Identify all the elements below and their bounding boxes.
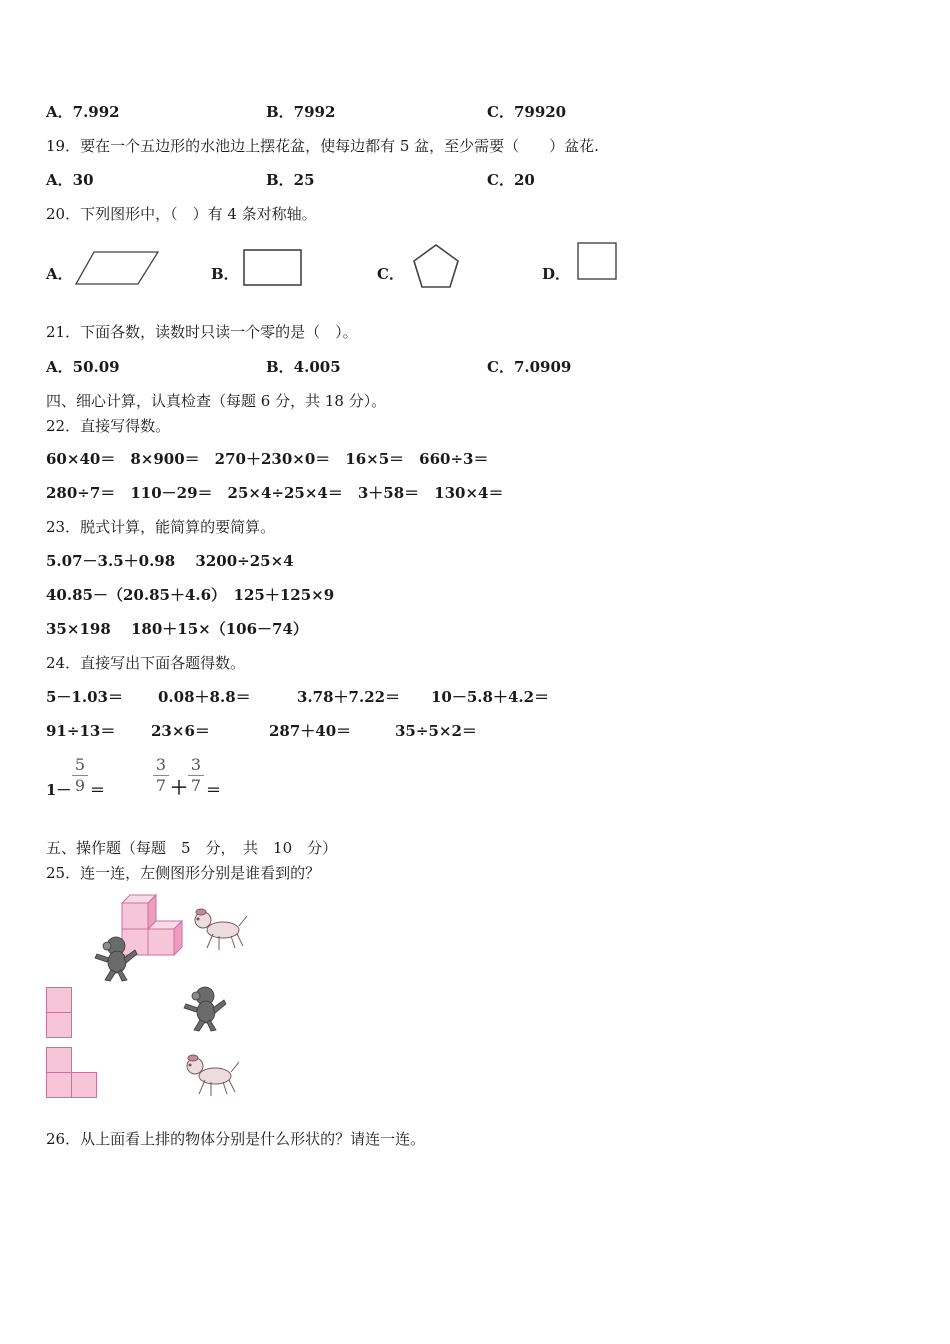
q24-item: 10－5.8＋4.2＝ [431,688,550,706]
dog-icon[interactable] [181,1052,241,1098]
view-l-shape-squares[interactable] [46,1047,100,1101]
fraction-denominator: 7 [190,776,202,795]
q20-option-b[interactable]: B． [211,265,239,283]
q23-row-2: 40.85－（20.85＋4.6） 125＋125×9 [46,586,335,604]
q19-option-a[interactable]: A．30 [46,171,94,189]
square-icon [576,241,620,283]
view-two-stacked-squares[interactable] [46,987,74,1039]
fraction-denominator: 7 [155,776,167,795]
q23-text: 23．脱式计算，能简算的要简算。 [46,518,276,536]
fraction-numerator: 5 [74,755,86,774]
q20-option-c[interactable]: C． [377,265,404,283]
plus-sign: ＋ [170,778,188,799]
q20-text: 20．下列图形中，（ ）有 4 条对称轴。 [46,205,317,223]
q23-row-3: 35×198 180＋15×（106－74） [46,620,308,638]
q18-option-b[interactable]: B．7992 [266,103,336,121]
q18-option-c[interactable]: C．79920 [487,103,567,121]
q26-text: 26．从上面看上排的物体分别是什么形状的？请连一连。 [46,1130,426,1148]
fraction-denominator: 9 [74,776,86,795]
parallelogram-icon [74,250,160,288]
q24-text: 24．直接写出下面各题得数。 [46,654,246,672]
q22-text: 22．直接写得数。 [46,417,171,435]
section-5-heading: 五、操作题（每题 5 分， 共 10 分） [46,839,338,857]
fraction-3-7-a [153,756,169,795]
q24-item: 287＋40＝ [269,722,352,740]
q24-item: 91÷13＝ [46,722,116,740]
rectangle-icon [242,248,304,288]
fraction-expr-1-equals: ＝ [90,781,106,799]
fraction-numerator: 3 [155,755,167,774]
fraction-numerator: 3 [190,755,202,774]
q21-option-a[interactable]: A．50.09 [46,358,120,376]
q20-option-d[interactable]: D． [542,265,571,283]
fraction-3-7-b [188,756,204,795]
q18-option-a[interactable]: A．7.992 [46,103,120,121]
fraction-expr-1-lead: 1－ [46,781,72,799]
q21-text: 21．下面各数，读数时只读一个零的是（ ）。 [46,323,358,341]
q21-option-c[interactable]: C．7.0909 [487,358,572,376]
section-4-heading: 四、细心计算，认真检查（每题 6 分，共 18 分）。 [46,392,387,410]
monkey-icon[interactable] [182,984,228,1032]
q21-option-b[interactable]: B．4.005 [266,358,341,376]
fraction-5-9 [72,756,88,795]
pentagon-icon [412,243,462,291]
q24-item: 35÷5×2＝ [395,722,477,740]
q23-row-1: 5.07－3.5＋0.98 3200÷25×4 [46,552,294,570]
monkey-icon [93,934,139,982]
dog-icon [189,906,249,952]
q20-option-a[interactable]: A． [46,265,73,283]
q24-item: 3.78＋7.22＝ [297,688,401,706]
q24-item: 5－1.03＝ [46,688,123,706]
q22-row-1: 60×40＝ 8×900＝ 270＋230×0＝ 16×5＝ 660÷3＝ [46,450,489,468]
q19-text: 19．要在一个五边形的水池边上摆花盆，使每边都有 5 盆，至少需要（ ）盆花. [46,137,599,155]
q22-row-2: 280÷7＝ 110－29＝ 25×4÷25×4＝ 3＋58＝ 130×4＝ [46,484,504,502]
q19-option-c[interactable]: C．20 [487,171,535,189]
q19-option-b[interactable]: B．25 [266,171,315,189]
q24-item: 0.08＋8.8＝ [158,688,251,706]
q25-text: 25．连一连，左侧图形分别是谁看到的？ [46,864,321,882]
q24-item: 23×6＝ [151,722,210,740]
fraction-expr-2-equals: ＝ [206,781,222,799]
